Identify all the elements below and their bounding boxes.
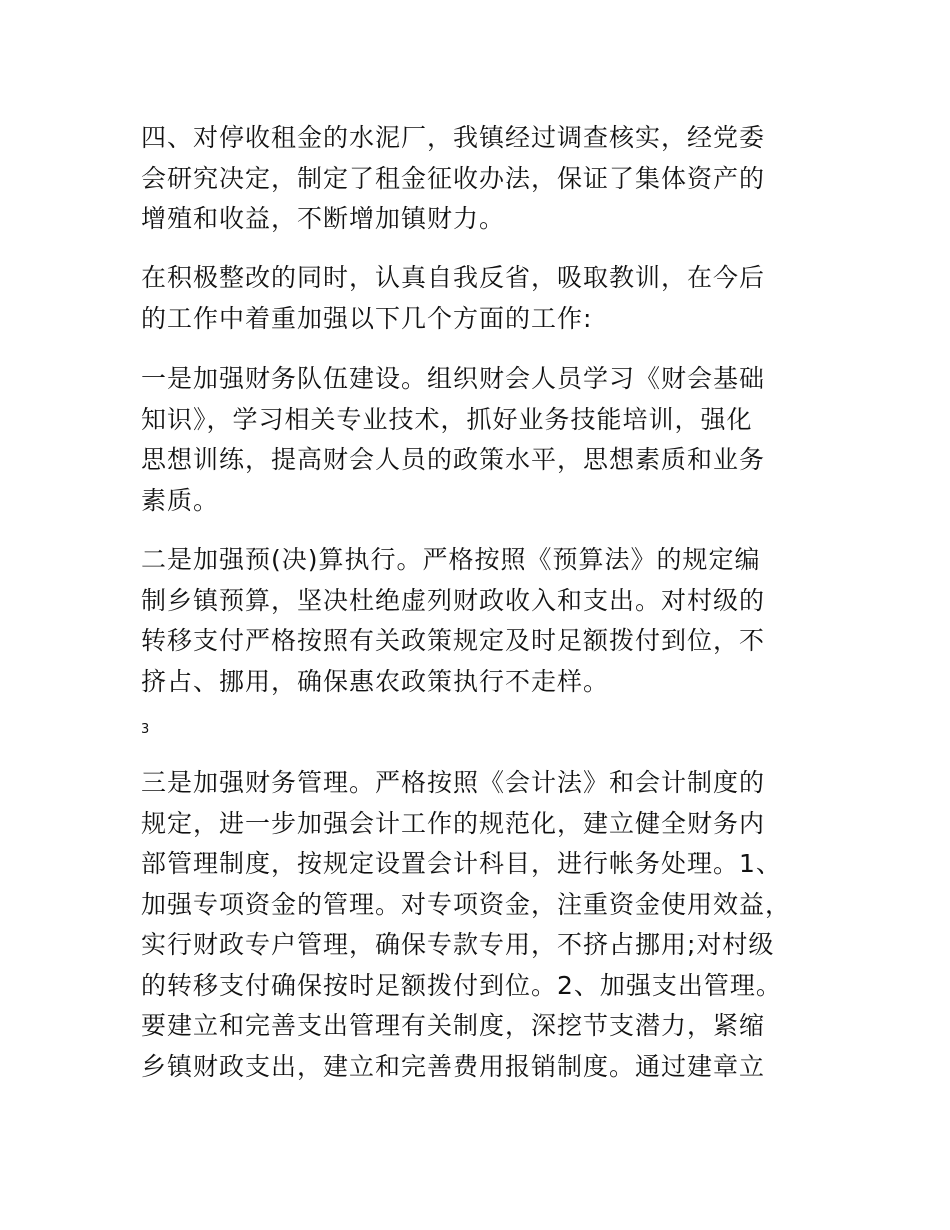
text-line: 一是加强财务队伍建设。组织财会人员学习《财会基础 bbox=[141, 364, 766, 393]
text-line: 素质。 bbox=[141, 485, 220, 515]
paragraph-item-one bbox=[141, 359, 821, 521]
text-line: 实行财政专户管理，确保专款专用，不挤占挪用;对村级 bbox=[141, 930, 775, 959]
page-number: 3 bbox=[141, 722, 150, 737]
text-line: 挤占、挪用，确保惠农政策执行不走样。 bbox=[141, 666, 610, 696]
text-line: 三是加强财务管理。严格按照《会计法》和会计制度的 bbox=[141, 768, 766, 797]
paragraph-item-three bbox=[141, 763, 821, 1087]
text-line: 转移支付严格按照有关政策规定及时足额拨付到位，不 bbox=[141, 626, 766, 655]
text-line: 的转移支付确保按时足额拨付到位。2、加强支出管理。 bbox=[141, 970, 782, 1000]
text-line: 加强专项资金的管理。对专项资金，注重资金使用效益， bbox=[141, 889, 792, 919]
text-line: 增殖和收益，不断增加镇财力。 bbox=[141, 204, 506, 233]
paragraph-intro bbox=[141, 258, 821, 339]
text-line: 四、对停收租金的水泥厂，我镇经过调查核实，经党委 bbox=[141, 123, 766, 152]
text-line: 的工作中着重加强以下几个方面的工作: bbox=[141, 303, 593, 333]
text-line: 思想训练，提高财会人员的政策水平，思想素质和业务 bbox=[141, 445, 766, 474]
text-line: 规定，进一步加强会计工作的规范化，建立健全财务内 bbox=[141, 808, 766, 838]
text-line: 二是加强预(决)算执行。严格按照《预算法》的规定编 bbox=[141, 545, 761, 574]
text-line: 会研究决定，制定了租金征收办法，保证了集体资产的 bbox=[141, 163, 766, 193]
paragraph-section-four bbox=[141, 118, 821, 240]
text-line: 制乡镇预算，坚决杜绝虚列财政收入和支出。对村级的 bbox=[141, 585, 766, 615]
text-line: 乡镇财政支出，建立和完善费用报销制度。通过建章立 bbox=[141, 1051, 766, 1081]
paragraph-item-two bbox=[141, 540, 821, 702]
text-line: 部管理制度，按规定设置会计科目，进行帐务处理。1、 bbox=[141, 849, 782, 878]
text-line: 知识》，学习相关专业技术，抓好业务技能培训，强化 bbox=[141, 404, 753, 434]
text-line: 要建立和完善支出管理有关制度，深挖节支潜力，紧缩 bbox=[141, 1011, 766, 1040]
text-line: 在积极整改的同时，认真自我反省，吸取教训，在今后 bbox=[141, 263, 766, 292]
